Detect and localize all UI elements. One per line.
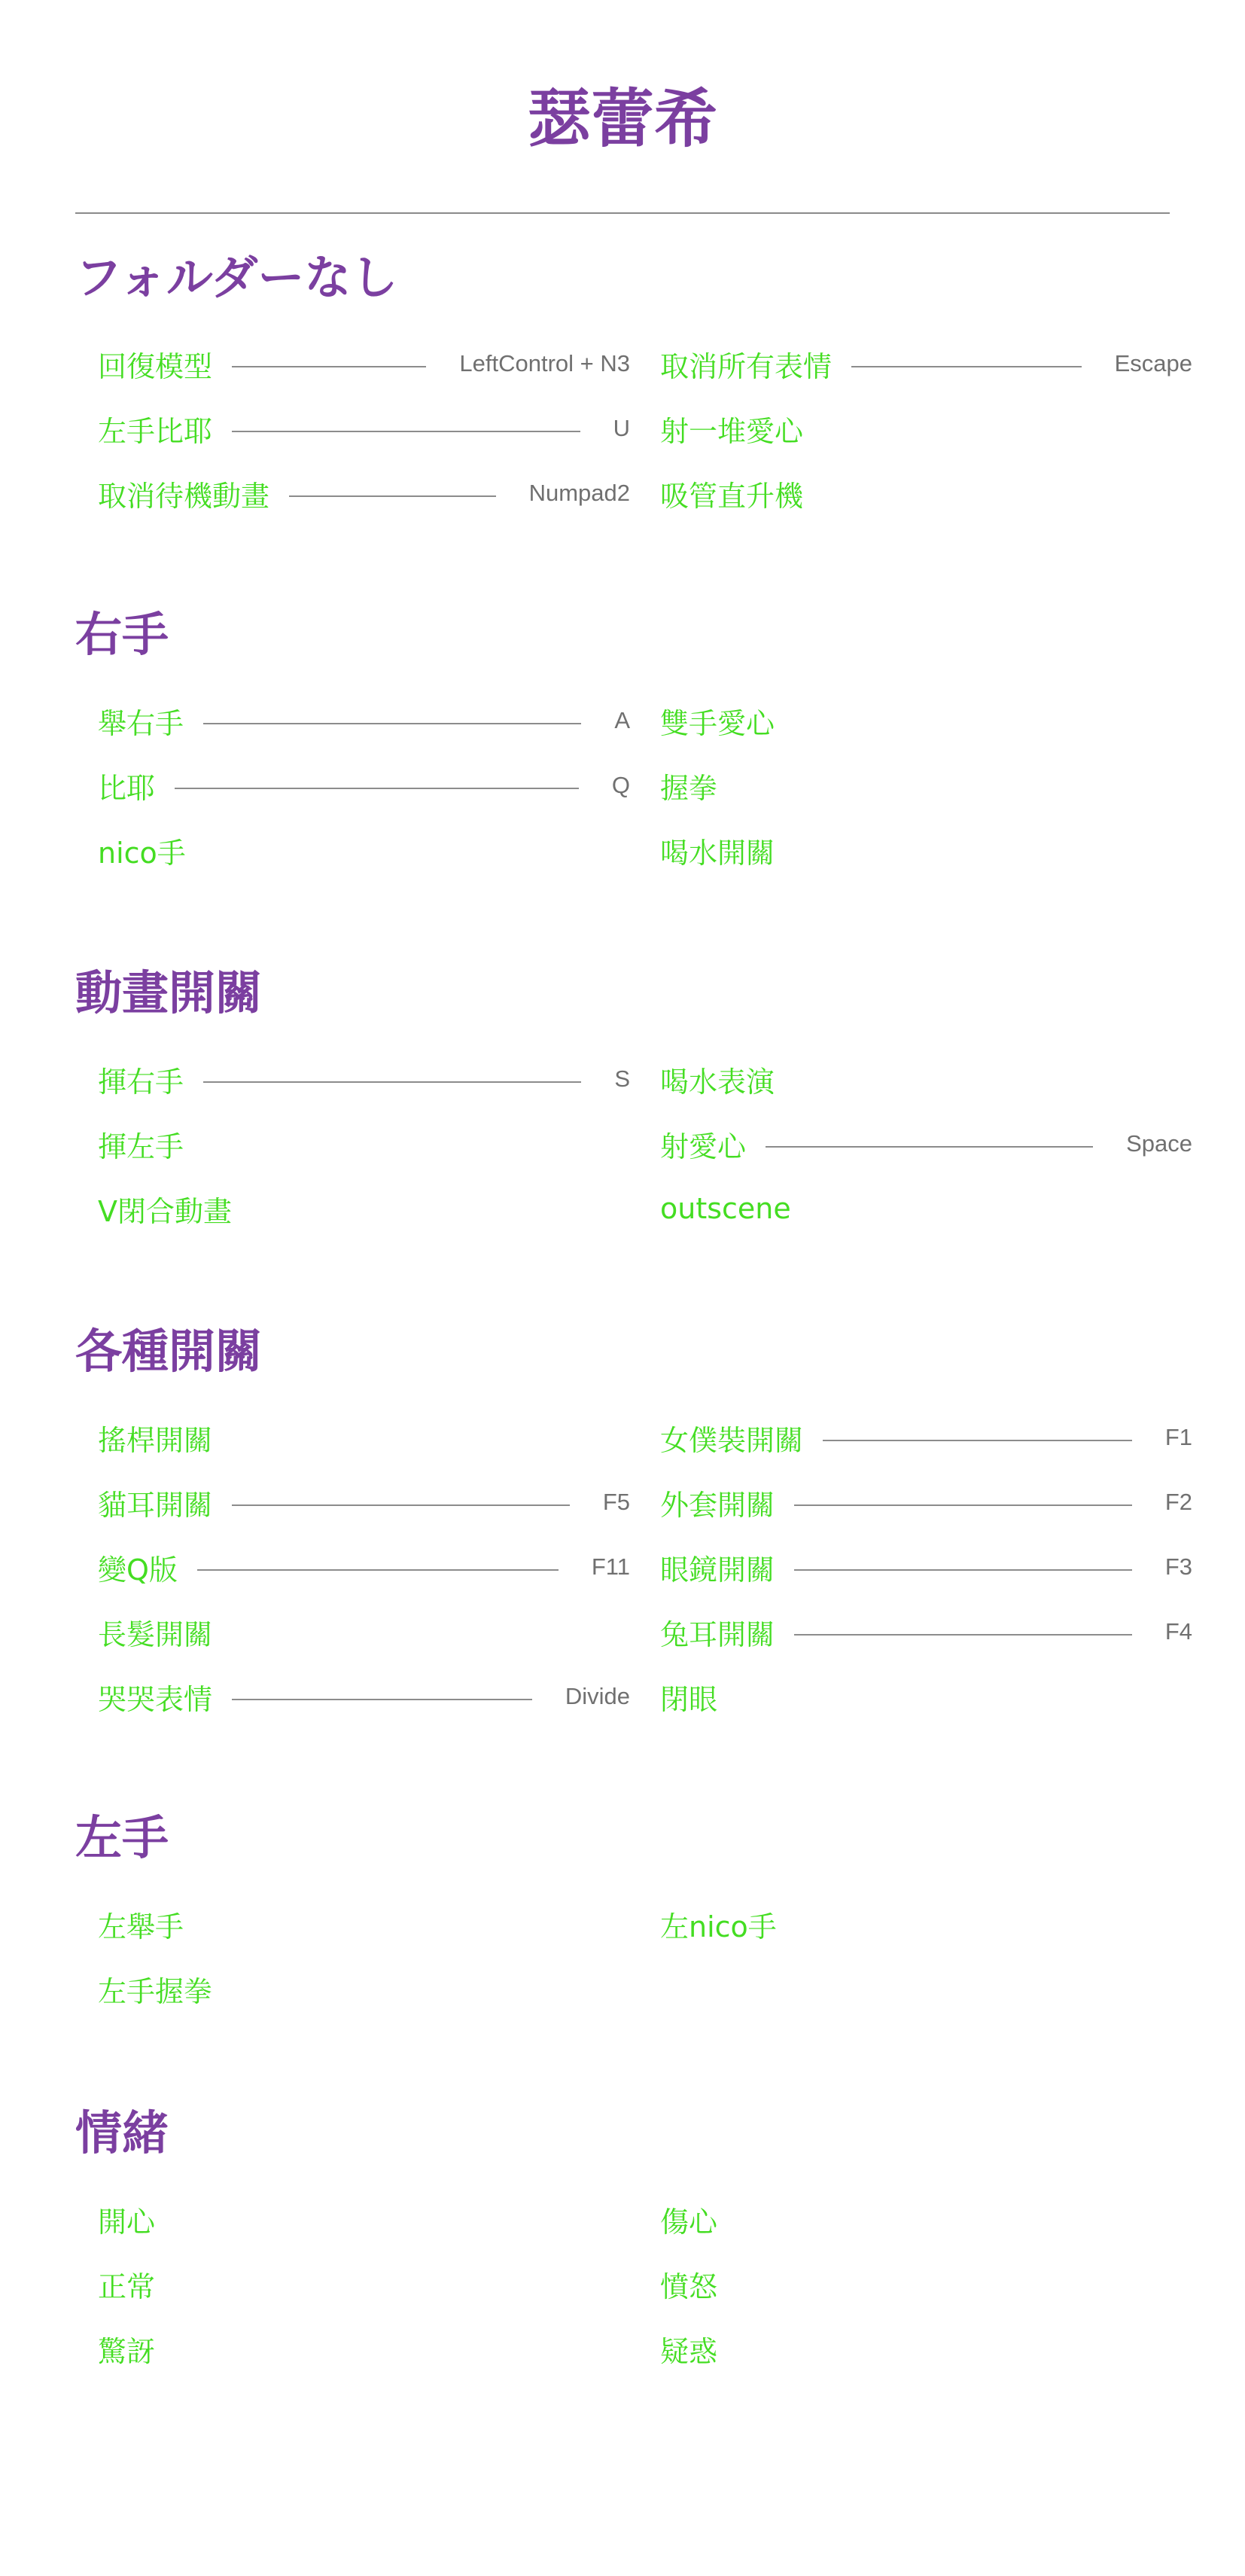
hotkey-item xyxy=(660,1111,1192,1176)
hotkey-label: 傷心 xyxy=(660,2205,718,2239)
hotkey-key: F3 xyxy=(1164,1553,1192,1580)
section-title: 右手 xyxy=(75,607,169,662)
hotkey-label: 射愛心 xyxy=(660,1129,747,1163)
hotkey-label: 雙手愛心 xyxy=(660,706,775,740)
hotkey-item xyxy=(660,2187,1192,2251)
hotkey-label: 閉眼 xyxy=(660,1682,718,1716)
leader-line xyxy=(289,495,496,497)
hotkey-item xyxy=(660,818,1192,883)
leader-line xyxy=(175,788,579,789)
hotkey-key: A xyxy=(614,707,630,733)
hotkey-item xyxy=(660,1956,1192,2021)
sections-container xyxy=(75,244,1192,2381)
hotkey-label: outscene xyxy=(660,1192,791,1225)
leader-line xyxy=(232,1699,532,1700)
section-title: 動畫開關 xyxy=(75,965,263,1020)
section xyxy=(75,1804,1170,2021)
hotkey-key: Space xyxy=(1126,1130,1192,1157)
hotkey-key: Escape xyxy=(1114,350,1192,376)
hotkey-item xyxy=(660,1535,1192,1599)
hotkey-label: 左nico手 xyxy=(660,1910,777,1943)
hotkey-grid xyxy=(75,312,1192,526)
hotkey-item xyxy=(98,688,630,753)
hotkey-key: F4 xyxy=(1164,1618,1192,1645)
hotkey-item xyxy=(98,396,630,461)
hotkey-label: 女僕裝開關 xyxy=(660,1423,804,1457)
hotkey-label: 長髮開關 xyxy=(98,1617,213,1651)
hotkey-item xyxy=(660,753,1192,818)
hotkey-grid xyxy=(75,1386,1192,1729)
leader-line xyxy=(794,1634,1132,1636)
hotkey-key: F1 xyxy=(1164,1424,1192,1450)
hotkey-label: 左手比耶 xyxy=(98,414,213,448)
leader-line xyxy=(794,1569,1132,1571)
hotkey-grid xyxy=(75,1027,1192,1241)
title-divider xyxy=(75,212,1170,214)
hotkey-label: 握拳 xyxy=(660,771,718,805)
hotkey-grid xyxy=(75,2167,1170,2381)
hotkey-label: nico手 xyxy=(98,836,186,870)
hotkey-item xyxy=(660,1599,1192,1664)
hotkey-label: 比耶 xyxy=(98,771,156,805)
hotkey-item xyxy=(98,1535,630,1599)
section-title: 各種開關 xyxy=(75,1324,263,1379)
hotkey-item xyxy=(660,688,1192,753)
hotkey-item xyxy=(660,461,1192,526)
hotkey-item xyxy=(98,1047,630,1111)
section xyxy=(75,244,1192,526)
hotkey-grid xyxy=(75,1872,1170,2021)
hotkey-label: 眼鏡開關 xyxy=(660,1553,775,1587)
hotkey-item xyxy=(660,396,1192,461)
hotkey-item xyxy=(98,1405,630,1470)
hotkey-label: 取消待機動畫 xyxy=(98,479,270,513)
hotkey-label: 喝水開關 xyxy=(660,836,775,870)
hotkey-item xyxy=(660,2251,1192,2316)
leader-line xyxy=(197,1569,559,1571)
hotkey-label: 喝水表演 xyxy=(660,1065,775,1099)
hotkey-label: 取消所有表情 xyxy=(660,349,833,383)
section-title: フォルダーなし xyxy=(75,250,398,305)
hotkey-label: V閉合動畫 xyxy=(98,1194,232,1228)
section xyxy=(75,601,1170,883)
hotkey-key: S xyxy=(614,1065,630,1092)
hotkey-item xyxy=(660,1470,1192,1535)
hotkey-label: 外套開關 xyxy=(660,1488,775,1522)
hotkey-item xyxy=(98,1470,630,1535)
hotkey-key: F11 xyxy=(591,1553,630,1580)
hotkey-item xyxy=(98,461,630,526)
hotkey-label: 開心 xyxy=(98,2205,156,2239)
leader-line xyxy=(766,1146,1093,1148)
hotkey-label: 搖桿開關 xyxy=(98,1423,213,1457)
hotkey-key: Q xyxy=(611,772,630,798)
hotkey-item xyxy=(98,1892,630,1956)
hotkey-label: 驚訝 xyxy=(98,2334,156,2368)
leader-line xyxy=(823,1440,1132,1441)
hotkey-key: F2 xyxy=(1164,1489,1192,1515)
hotkey-item xyxy=(660,331,1192,396)
section xyxy=(75,1318,1192,1729)
hotkey-label: 舉右手 xyxy=(98,706,184,740)
hotkey-key: F5 xyxy=(602,1489,630,1515)
hotkey-key: LeftControl + N3 xyxy=(459,350,630,376)
hotkey-document xyxy=(75,0,1192,2381)
hotkey-item xyxy=(660,1892,1192,1956)
leader-line xyxy=(232,366,426,367)
section xyxy=(75,959,1192,1241)
section-title: 左手 xyxy=(75,1810,169,1865)
leader-line xyxy=(203,1081,581,1083)
hotkey-item xyxy=(98,2316,630,2381)
hotkey-key: Divide xyxy=(565,1683,630,1709)
hotkey-item xyxy=(98,818,630,883)
hotkey-label: 憤怒 xyxy=(660,2270,718,2303)
hotkey-item xyxy=(98,1111,630,1176)
hotkey-label: 揮右手 xyxy=(98,1065,184,1099)
hotkey-key: Numpad2 xyxy=(528,480,630,506)
hotkey-item xyxy=(98,1176,630,1241)
hotkey-label: 吸管直升機 xyxy=(660,479,804,513)
hotkey-label: 左舉手 xyxy=(98,1910,184,1943)
hotkey-label: 回復模型 xyxy=(98,349,213,383)
hotkey-key: U xyxy=(613,415,630,441)
hotkey-label: 變Q版 xyxy=(98,1553,178,1587)
section xyxy=(75,2099,1170,2381)
hotkey-item xyxy=(98,331,630,396)
hotkey-label: 哭哭表情 xyxy=(98,1682,213,1716)
hotkey-item xyxy=(98,1664,630,1729)
leader-line xyxy=(232,431,580,432)
hotkey-item xyxy=(660,2316,1192,2381)
section-title: 情緒 xyxy=(75,2105,169,2160)
hotkey-label: 正常 xyxy=(98,2270,156,2303)
hotkey-item xyxy=(98,2187,630,2251)
leader-line xyxy=(794,1504,1132,1506)
hotkey-label: 揮左手 xyxy=(98,1129,184,1163)
hotkey-item xyxy=(98,753,630,818)
page-title: 瑟蕾希 xyxy=(527,82,717,156)
hotkey-item xyxy=(660,1047,1192,1111)
hotkey-label: 疑惑 xyxy=(660,2334,718,2368)
hotkey-label: 左手握拳 xyxy=(98,1974,213,2008)
hotkey-item xyxy=(98,1956,630,2021)
hotkey-item xyxy=(98,1599,630,1664)
leader-line xyxy=(232,1504,570,1506)
hotkey-label: 貓耳開關 xyxy=(98,1488,213,1522)
hotkey-label: 兔耳開關 xyxy=(660,1617,775,1651)
leader-line xyxy=(851,366,1082,367)
hotkey-item xyxy=(660,1664,1192,1729)
leader-line xyxy=(203,723,581,724)
hotkey-item xyxy=(660,1176,1192,1241)
hotkey-item xyxy=(660,1405,1192,1470)
hotkey-item xyxy=(98,2251,630,2316)
hotkey-grid xyxy=(75,669,1170,883)
hotkey-label: 射一堆愛心 xyxy=(660,414,804,448)
